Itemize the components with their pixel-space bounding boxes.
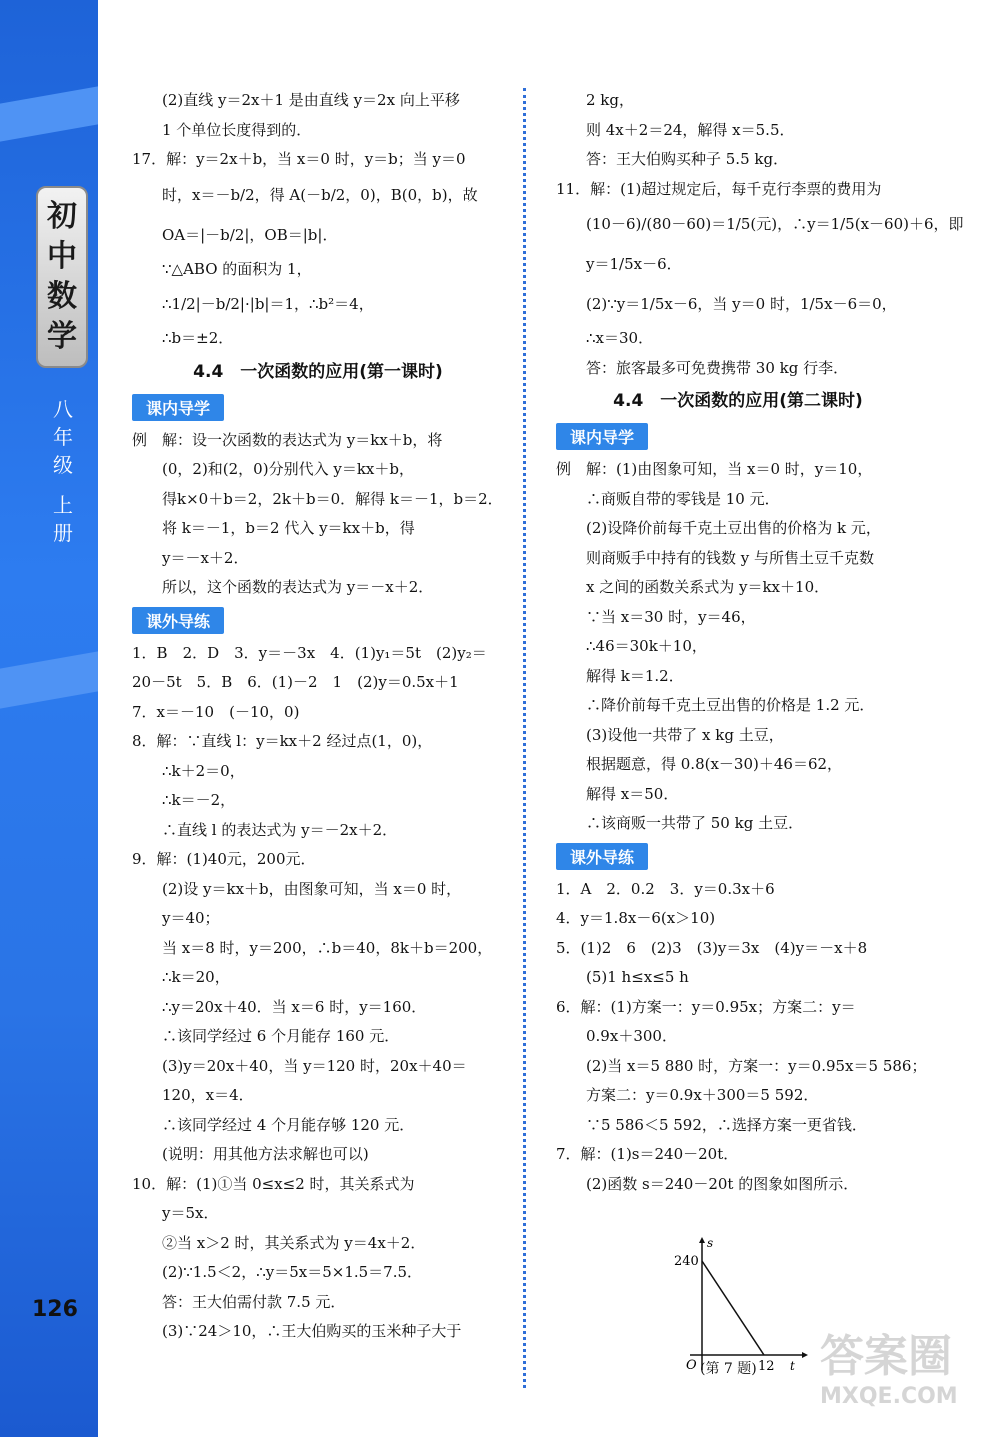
- sidebar: [0, 0, 98, 1437]
- text-line: 答：旅客最多可免费携带 30 kg 行李．: [586, 358, 849, 377]
- text-line: ∴k＝20，: [162, 968, 230, 986]
- text-line: 1．B 2．D 3．y＝－3x 4．(1)y₁＝5t (2)y₂＝: [132, 643, 487, 662]
- figure-caption: (第 7 题): [700, 1361, 757, 1377]
- badge-char: 学: [47, 319, 77, 354]
- text-line: (2)设 y＝kx＋b，由图象可知，当 x＝0 时，: [162, 879, 462, 898]
- text-line: (5)1 h≤x≤5 h: [586, 968, 689, 986]
- text-line: x 之间的函数关系式为 y＝kx＋10．: [586, 578, 830, 596]
- text-line: (3)y＝20x＋40，当 y＝120 时，20x＋40＝: [162, 1056, 467, 1075]
- text-line: 1．A 2．0.2 3．y＝0.3x＋6: [556, 879, 775, 898]
- function-line: [702, 1261, 764, 1355]
- volume-char: 册: [53, 521, 73, 545]
- text-line: ∴降价前每千克土豆出售的价格是 1.2 元．: [586, 696, 875, 714]
- text-line: (说明：用其他方法求解也可以): [162, 1145, 369, 1163]
- section-tag-row: [132, 603, 504, 639]
- text-line: 所以，这个函数的表达式为 y＝－x＋2．: [162, 578, 434, 596]
- volume-char: 上: [53, 493, 73, 517]
- text-line: 0.9x＋300．: [586, 1027, 677, 1045]
- text-line: 例 解：(1)由图象可知，当 x＝0 时，y＝10，: [556, 460, 873, 478]
- text-line: ∴k＝－2，: [162, 791, 236, 809]
- text-line: (0，2)和(2，0)分别代入 y＝kx＋b，: [162, 460, 414, 478]
- text-line: 4．y＝1.8x－6(x＞10): [556, 909, 716, 927]
- text-line: (2)函数 s＝240－20t 的图象如图所示．: [586, 1174, 859, 1193]
- origin-label: O: [686, 1358, 697, 1373]
- text-line: ∴x＝30．: [586, 329, 654, 347]
- column-divider: [523, 88, 526, 1388]
- watermark-url: MXQE.COM: [820, 1384, 958, 1409]
- section-heading: 4.4 一次函数的应用(第一课时): [193, 361, 443, 382]
- page-number: 126: [32, 1297, 78, 1322]
- text-line: 11．解：(1)超过规定后，每千克行李票的费用为: [556, 179, 882, 198]
- text-line: 17．解：y＝2x＋b，当 x＝0 时，y＝b；当 y＝0: [132, 150, 466, 168]
- text-line: ∴该商贩一共带了 50 kg 土豆．: [586, 814, 804, 832]
- badge-char: 中: [47, 239, 77, 274]
- text-line: ∵5 586＜5 592，∴选择方案一更省钱．: [586, 1115, 867, 1134]
- text-line: y＝1/5x－6．: [586, 255, 682, 273]
- section-tag: 课外导练: [132, 607, 224, 634]
- text-line: 120，x＝4．: [162, 1086, 254, 1104]
- function-graph: [670, 1235, 810, 1375]
- text-line: ∵△ABO 的面积为 1，: [162, 259, 312, 278]
- text-line: 2 kg，: [586, 91, 635, 109]
- right-column: [556, 86, 964, 1199]
- text-line: 方案二：y＝0.9x＋300＝5 592．: [586, 1086, 819, 1104]
- text-line: y＝5x．: [162, 1204, 219, 1222]
- text-line: ∴y＝20x＋40．当 x＝6 时，y＝160．: [162, 997, 427, 1016]
- text-line: (10－6)/(80－60)＝1/5(元)，∴y＝1/5(x－60)＋6，即: [586, 215, 964, 233]
- text-line: 1 个单位长度得到的．: [162, 120, 312, 139]
- text-line: OA＝|－b/2|，OB＝|b|．: [162, 225, 338, 244]
- text-line: 答：王大伯需付款 7.5 元．: [162, 1292, 346, 1311]
- badge-char: 初: [47, 199, 77, 234]
- badge-char: 数: [47, 279, 77, 314]
- section-tag: 课内导学: [556, 423, 648, 450]
- text-line: 6．解：(1)方案一：y＝0.95x；方案二：y＝: [556, 997, 856, 1016]
- text-line: 当 x＝8 时，y＝200，∴b＝40，8k＋b＝200，: [162, 938, 493, 957]
- text-line: 根据题意，得 0.8(x－30)＋46＝62，: [586, 755, 843, 773]
- text-line: 解得 x＝50．: [586, 784, 679, 803]
- text-line: 答：王大伯购买种子 5.5 kg．: [586, 150, 789, 168]
- text-line: ∴k＋2＝0，: [162, 761, 245, 780]
- section-tag-row: [556, 419, 920, 455]
- text-line: ∴46＝30k＋10，: [586, 637, 707, 655]
- text-line: 则 4x＋2＝24，解得 x＝5.5．: [586, 120, 795, 139]
- sidebar-stripe-top: [0, 86, 98, 141]
- text-line: (2)∵y＝1/5x－6，当 y＝0 时，1/5x－6＝0，: [586, 295, 897, 313]
- text-line: 得k×0＋b＝2，2k＋b＝0．解得 k＝－1，b＝2．: [162, 489, 503, 508]
- y-intercept-label: 240: [674, 1254, 699, 1269]
- text-line: (2)∵1.5＜2，∴y＝5x＝5×1.5＝7.5．: [162, 1263, 423, 1281]
- text-line: (2)直线 y＝2x＋1 是由直线 y＝2x 向上平移: [162, 91, 460, 109]
- x-axis-arrow: [802, 1352, 808, 1358]
- text-line: ∴1/2|－b/2|·|b|＝1，∴b²＝4，: [162, 295, 374, 313]
- text-line: ∴b＝±2．: [162, 329, 234, 347]
- text-line: 7．x＝－10 (－10，0): [132, 702, 300, 721]
- text-line: ②当 x＞2 时，其关系式为 y＝4x＋2．: [162, 1233, 426, 1252]
- text-line: (2)设降价前每千克土豆出售的价格为 k 元，: [586, 519, 881, 537]
- section-tag: 课外导练: [556, 843, 648, 870]
- text-line: 7．解：(1)s＝240－20t．: [556, 1145, 739, 1163]
- x-axis-label: t: [790, 1359, 795, 1373]
- text-line: y＝－x＋2．: [162, 548, 249, 567]
- text-line: 解得 k＝1.2．: [586, 666, 684, 685]
- grade-label: [50, 395, 76, 547]
- text-line: 10．解：(1)①当 0≤x≤2 时，其关系式为: [132, 1174, 415, 1193]
- watermark-logo: 答案圈: [820, 1331, 952, 1382]
- section-tag: 课内导学: [132, 394, 224, 421]
- text-line: (2)当 x＝5 880 时，方案一：y＝0.95x＝5 586；: [586, 1056, 927, 1075]
- grade-char: 级: [53, 453, 73, 477]
- text-line: (3)设他一共带了 x kg 土豆，: [586, 725, 784, 744]
- x-intercept-label: 12: [758, 1359, 775, 1374]
- subject-badge: [36, 186, 88, 368]
- text-line: ∴该同学经过 4 个月能存够 120 元．: [162, 1115, 415, 1134]
- text-line: 8．解：∵直线 l：y＝kx＋2 经过点(1，0)，: [132, 732, 433, 750]
- section-tag-row: [556, 839, 920, 875]
- sidebar-stripe-middle: [0, 651, 98, 708]
- section-heading: 4.4 一次函数的应用(第二课时): [613, 391, 863, 411]
- text-line: (3)∵24＞10，∴王大伯购买的玉米种子大于: [162, 1322, 462, 1340]
- section-tag-row: [132, 390, 504, 426]
- text-line: 则商贩手中持有的钱数 y 与所售土豆千克数: [586, 548, 875, 567]
- y-axis-arrow: [699, 1237, 705, 1243]
- text-line: ∵当 x＝30 时，y＝46，: [586, 607, 756, 626]
- watermark: [820, 1320, 990, 1420]
- grade-char: 年: [53, 425, 73, 449]
- left-column: [132, 86, 504, 1347]
- text-line: ∴该同学经过 6 个月能存 160 元．: [162, 1027, 400, 1045]
- y-axis-label: s: [707, 1236, 714, 1250]
- text-line: y＝40；: [162, 909, 220, 927]
- text-line: 5．(1)2 6 (2)3 (3)y＝3x (4)y＝－x＋8: [556, 938, 868, 957]
- grade-char: 八: [53, 397, 73, 421]
- text-line: ∴直线 l 的表达式为 y＝－2x＋2．: [162, 820, 398, 839]
- text-line: 例 解：设一次函数的表达式为 y＝kx＋b，将: [132, 430, 443, 449]
- text-line: 时，x＝－b/2，得 A(－b/2，0)，B(0，b)，故: [162, 185, 478, 204]
- text-line: ∴商贩自带的零钱是 10 元．: [586, 489, 780, 508]
- text-line: 将 k＝－1，b＝2 代入 y＝kx＋b，得: [162, 519, 415, 537]
- text-line: 9．解：(1)40元，200元．: [132, 850, 316, 868]
- text-line: 20－5t 5．B 6．(1)－2 1 (2)y＝0.5x＋1: [132, 673, 459, 691]
